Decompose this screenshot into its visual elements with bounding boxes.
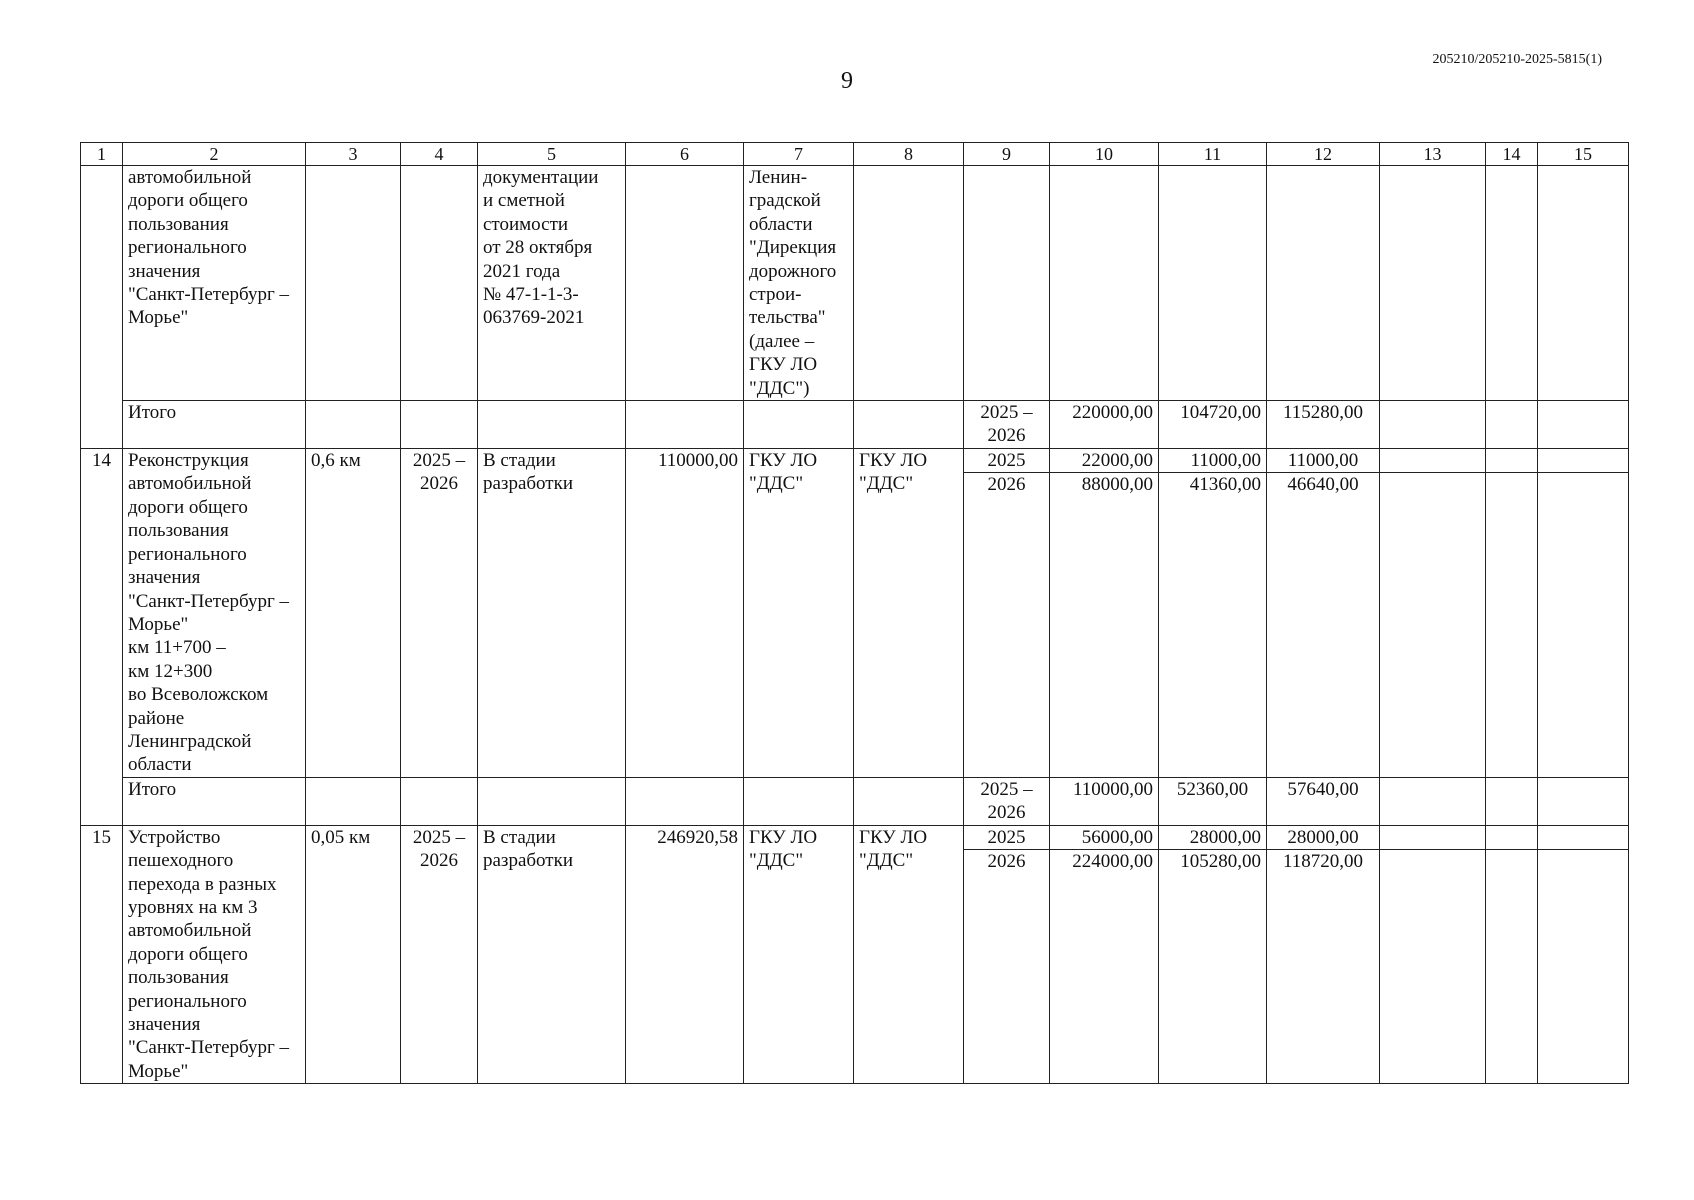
table-row xyxy=(81,166,1629,401)
project-docs: В стадии разработки xyxy=(478,449,626,778)
page-number: 9 xyxy=(841,68,853,94)
col-header-2: 2 xyxy=(123,143,306,166)
col-header-3: 3 xyxy=(306,143,401,166)
total-period: 2025 – 2026 xyxy=(964,777,1050,825)
federal: 28000,00 xyxy=(1159,825,1267,849)
developer: ГКУ ЛО "ДДС" xyxy=(854,825,964,1083)
year: 2026 xyxy=(964,473,1050,777)
year: 2026 xyxy=(964,850,1050,1084)
total-row xyxy=(81,777,1629,825)
year: 2025 xyxy=(964,449,1050,473)
customer: Ленин- градской области "Дирекция дорожного строи- тельства" (далее – ГКУ ЛО "ДДС") xyxy=(744,166,854,401)
sum: 224000,00 xyxy=(1050,850,1159,1084)
total-regional: 115280,00 xyxy=(1267,401,1380,449)
table-row xyxy=(81,825,1629,849)
period: 2025 – 2026 xyxy=(401,449,478,778)
estimated-cost: 246920,58 xyxy=(626,825,744,1083)
object-name: автомобильной дороги общего пользования регионального значения "Санкт-Петербург – Морье" xyxy=(123,166,306,401)
customer: ГКУ ЛО "ДДС" xyxy=(744,825,854,1083)
col-header-12: 12 xyxy=(1267,143,1380,166)
project-docs: В стадии разработки xyxy=(478,825,626,1083)
sum: 88000,00 xyxy=(1050,473,1159,777)
regional: 118720,00 xyxy=(1267,850,1380,1084)
federal: 41360,00 xyxy=(1159,473,1267,777)
sum: 56000,00 xyxy=(1050,825,1159,849)
federal: 11000,00 xyxy=(1159,449,1267,473)
regional: 11000,00 xyxy=(1267,449,1380,473)
col-header-14: 14 xyxy=(1486,143,1538,166)
capacity: 0,6 км xyxy=(306,449,401,778)
estimated-cost: 110000,00 xyxy=(626,449,744,778)
customer: ГКУ ЛО "ДДС" xyxy=(744,449,854,778)
project-docs: документации и сметной стоимости от 28 октября 2021 года № 47-1-1-3- 063769-2021 xyxy=(478,166,626,401)
col-header-6: 6 xyxy=(626,143,744,166)
object-name: Реконструкция автомобильной дороги общего пользования регионального значения "Санкт-Петербург – Морье" км 11+700 – км 12+300 во Всеволожском районе Ленинградской области xyxy=(123,449,306,778)
total-label: Итого xyxy=(123,777,306,825)
total-period: 2025 – 2026 xyxy=(964,401,1050,449)
total-label: Итого xyxy=(123,401,306,449)
period: 2025 – 2026 xyxy=(401,825,478,1083)
col-header-11: 11 xyxy=(1159,143,1267,166)
col-header-4: 4 xyxy=(401,143,478,166)
row-number: 15 xyxy=(81,825,123,1083)
funding-table xyxy=(80,142,1629,1084)
col-header-13: 13 xyxy=(1380,143,1486,166)
total-regional: 57640,00 xyxy=(1267,777,1380,825)
row-number-cell xyxy=(81,166,123,449)
col-header-1: 1 xyxy=(81,143,123,166)
object-name: Устройство пешеходного перехода в разных уровнях на км 3 автомобильной дороги общего пользования регионального значения "Санкт-Петербург – Морье" xyxy=(123,825,306,1083)
document-id: 205210/205210-2025-5815(1) xyxy=(1432,52,1602,67)
total-sum: 110000,00 xyxy=(1050,777,1159,825)
developer: ГКУ ЛО "ДДС" xyxy=(854,449,964,778)
total-federal: 52360,00 xyxy=(1159,777,1267,825)
col-header-9: 9 xyxy=(964,143,1050,166)
row-number: 14 xyxy=(81,449,123,826)
col-header-10: 10 xyxy=(1050,143,1159,166)
header-row xyxy=(81,143,1629,166)
col-header-5: 5 xyxy=(478,143,626,166)
total-sum: 220000,00 xyxy=(1050,401,1159,449)
total-row xyxy=(81,401,1629,449)
col-header-15: 15 xyxy=(1538,143,1629,166)
sum: 22000,00 xyxy=(1050,449,1159,473)
capacity: 0,05 км xyxy=(306,825,401,1083)
regional: 46640,00 xyxy=(1267,473,1380,777)
total-federal: 104720,00 xyxy=(1159,401,1267,449)
col-header-8: 8 xyxy=(854,143,964,166)
regional: 28000,00 xyxy=(1267,825,1380,849)
col-header-7: 7 xyxy=(744,143,854,166)
federal: 105280,00 xyxy=(1159,850,1267,1084)
table-row xyxy=(81,449,1629,473)
year: 2025 xyxy=(964,825,1050,849)
